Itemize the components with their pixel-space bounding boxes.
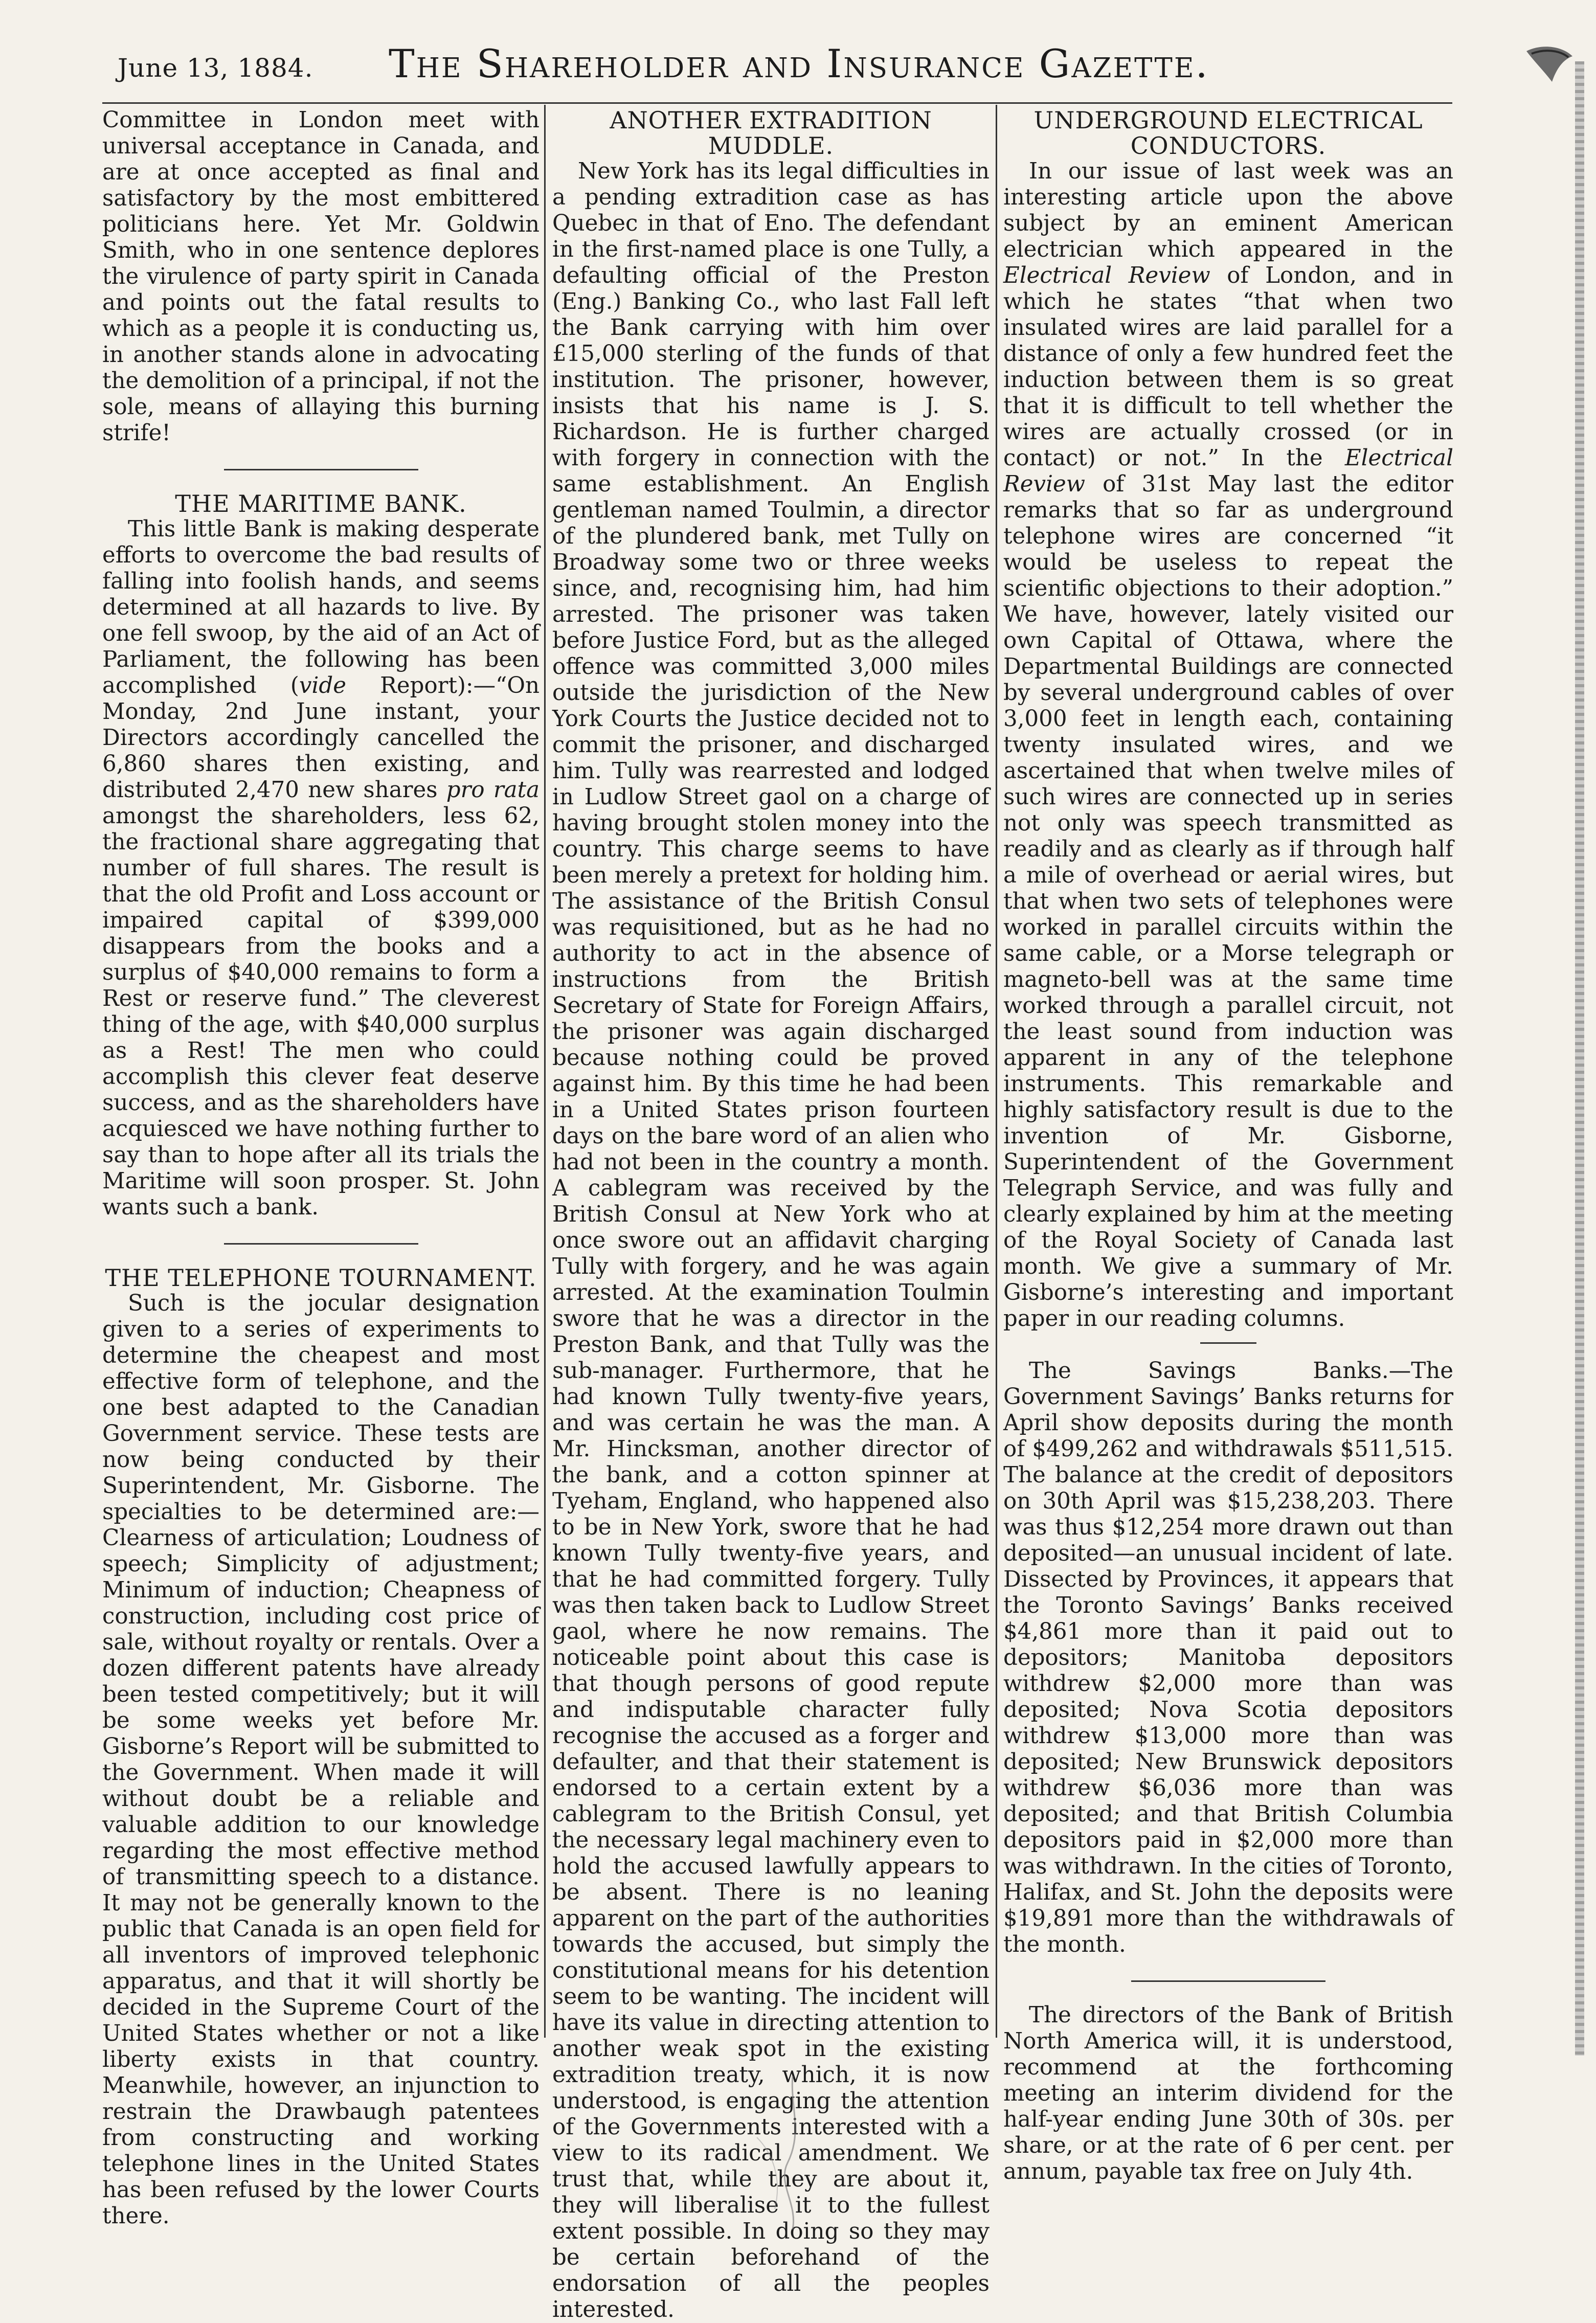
article-underground-conductors: In our issue of last week was an interesting article upon the above subject by an eminent American electrician which appeared in the Electrical Review of London, and in which he states “that when two insulated wires are laid parallel for a distance of only a few hundred feet the induction between them is so great that it is difficult to tell whether the wires are actually crossed (or in contact) or not.” In the Electrical Review of 31st May last the editor remarks that so far as underground telephone wires are concerned “it would be useless to repeat the scientific objections to their adoption.” We have, however, lately visited our own Capital of Ottawa, where the Departmental Buildings are connected by several underground cables of over 3,000 feet in length each, containing twenty insulated wires, and we ascertained that when twelve miles of such wires are connected up in series not only was speech transmitted as readily and as clearly as if through half a mile of overhead or aerial wires, but that when two sets of telephones were worked in parallel circuits within the same cable, or a Morse telegraph or magneto-bell was at the same time worked through a parallel circuit, not the least sound from induction was apparent in any of the telephone instruments. This remarkable and highly satisfactory result is due to the invention of Mr. Gisborne, Superintendent of the Government Telegraph Service, and was fully and clearly explained by him at the meeting of the Royal Society of Canada last month. We give a summary of Mr. Gisborne’s interesting and important paper in our reading columns. — [1003, 159, 1453, 1332]
article-separator — [1131, 1980, 1325, 1982]
article-savings-banks: The Savings Banks.—The Government Savings’ Banks returns for April show deposits during the month of $499,262 and withdrawals $511,515. The balance at the credit of depositors on 30th April was $15,238,203. There was thus $12,254 more drawn out than deposited—an unusual incident of late. Dissected by Provinces, it appears that the Toronto Savings’ Banks received $4,861 more than it paid out to depositors; Manitoba depositors withdrew $2,000 more than was deposited; Nova Scotia depositors withdrew $13,000 more than was deposited; New Brunswick depositors withdrew $6,036 more than was deposited; and that British Columbia depositors paid in $2,000 more than was withdrawn. In the cities of Toronto, Halifax, and St. John the deposits were $19,891 more than the withdrawals of the month. — [1003, 1358, 1453, 1957]
article-separator — [224, 1243, 418, 1245]
article-continuation: Committee in London meet with universal acceptance in Canada, and are at once accepted as final and satisfactory by the most embittered politicians here. Yet Mr. Goldwin Smith, who in one sentence deplores the virulence of party spirit in Canada and points out the fatal results to which as a people it is conducting us, in another stands alone in advocating the demolition of a principal, if not the sole, means of allaying this burning strife! — [102, 107, 540, 446]
masthead — [0, 31, 1596, 102]
column-3 — [1003, 106, 1453, 2184]
article-extradition-muddle: New York has its legal difficulties in a pending extradition case as has Quebec in that of Eno. The defendant in the first-named place is one Tully, a defaulting official of the Preston (Eng.) Banking Co., who last Fall left the Bank carrying with him over £15,000 sterling of the funds of that institution. The prisoner, however, insists that his name is J. S. Richardson. He is further charged with forgery in connection with the same establishment. An English gentleman named Toulmin, a director of the plundered bank, met Tully on Broadway some two or three weeks since, and, recognising him, had him arrested. The prisoner was taken before Justice Ford, but as the alleged offence was committed 3,000 miles outside the jurisdiction of the New York Courts the Justice decided not to commit the prisoner, and discharged him. Tully was rearrested and lodged in Ludlow Street gaol on a charge of having brought stolen money into the country. This charge seems to have been merely a pretext for holding him. The assistance of the British Consul was requisitioned, but as he had no authority to act in the absence of instructions from the British Secretary of State for Foreign Affairs, the prisoner was again discharged because nothing could be proved against him. By this time he had been in a United States prison fourteen days on the bare word of an alien who had not been in the country a month. A cablegram was received by the British Consul at New York who at once swore out an affidavit charging Tully with forgery, and he was again arrested. At the examination Toulmin swore that he was a director in the Preston Bank, and that Tully was the sub-manager. Furthermore, that he had known Tully twenty-five years, and was certain he was the man. A Mr. Hincksman, another director of the bank, and a cotton spinner at Tyeham, England, who happened also to be in New York, swore that he had known Tully twenty-five years, and that he had committed forgery. Tully was then taken back to Ludlow Street gaol, where he now remains. The noticeable point about this case is that though persons of good repute and indisputable character fully recognise the accused as a forger and defaulter, and that their statement is endorsed to a certain extent by a cablegram to the British Consul, yet the necessary legal machinery even to hold the accused lawfully appears to be absent. There is no leaning apparent on the part of the authorities towards the accused, but simply the constitutional means for his detention seem to be wanting. The incident will have its value in directing attention to another weak spot in the existing extradition treaty, which, it is now understood, is engaging the attention of the Governments interested with a view to its radical amendment. We trust that, while they are about it, they will liberalise it to the fullest extent possible. In doing so they may be certain beforehand of the endorsation of all the peoples interested. — [552, 159, 990, 2322]
article-maritime-bank: This little Bank is making desperate efforts to overcome the bad results of falling into foolish hands, and seems determined at all hazards to live. By one fell swoop, by the aid of an Act of Parliament, the following has been accomplished (vide Report):—“On Monday, 2nd June instant, your Directors accordingly cancelled the 6,860 shares then existing, and distributed 2,470 new shares pro rata amongst the shareholders, less 62, the fractional share aggregating that number of full shares. The result is that the old Profit and Loss account or impaired capital of $399,000 disappears from the books and a surplus of $40,000 remains to form a Rest or reserve fund.” The cleverest thing of the age, with $40,000 surplus as a Rest! The men who could accomplish this clever feat deserve success, and as the shareholders have acquiesced we have nothing further to say than to hope after all its trials the Maritime will soon prosper. St. John wants such a bank. — [102, 516, 540, 1220]
headline-extradition-muddle: ANOTHER EXTRADITION MUDDLE. — [610, 106, 932, 160]
masthead-rule — [102, 102, 1452, 104]
headline-telephone-tournament: THE TELEPHONE TOURNAMENT. — [105, 1264, 537, 1292]
column-2 — [552, 106, 990, 2322]
headline-maritime-bank: THE MARITIME BANK. — [175, 490, 467, 517]
column-divider — [544, 105, 546, 2038]
article-telephone-tournament: Such is the jocular designation given to a series of experiments to determine the cheapest and most effective form of telephone, and the one best adapted to the Canadian Government service. These tests are now being conducted by their Superintendent, Mr. Gisborne. The specialties to be determined are:—Clearness of articulation; Loudness of speech; Simplicity of adjustment; Minimum of induction; Cheapness of construction, including cost price of sale, without royalty or rentals. Over a dozen different patents have already been tested competitively; but it will be some weeks yet before Mr. Gisborne’s Report will be submitted to the Government. When made it will without doubt be a reliable and valuable addition to our knowledge regarding the most effective method of transmitting speech to a distance. It may not be generally known to the public that Canada is an open field for all inventors of improved telephonic apparatus, and that it will shortly be decided in the Supreme Court of the United States whether or not a like liberty exists in that country. Meanwhile, however, an injunction to restrain the Drawbaugh patentees from constructing and working telephone lines in the United States has been refused by the lower Courts there. — [102, 1291, 540, 2229]
issue-date: June 13, 1884. — [118, 53, 313, 83]
page-edge-shadow — [1575, 61, 1584, 2056]
article-bank-british-north-america: The directors of the Bank of British North America will, it is understood, recommend at the forthcoming meeting an interim dividend for the half-year ending June 30th of 30s. per share, or at the rate of 6 per cent. per annum, payable tax free on July 4th. — [1003, 2002, 1453, 2184]
article-separator — [1200, 1342, 1256, 1344]
paper-crease-mark — [665, 2076, 920, 2229]
column-1 — [102, 107, 540, 2229]
column-divider — [996, 105, 997, 2038]
headline-underground-conductors: UNDERGROUND ELECTRICAL CONDUCTORS. — [1033, 106, 1423, 160]
page-corner-curl-icon — [1521, 41, 1578, 87]
article-separator — [224, 469, 418, 470]
publication-title: The Shareholder and Insurance Gazette. — [389, 41, 1209, 86]
